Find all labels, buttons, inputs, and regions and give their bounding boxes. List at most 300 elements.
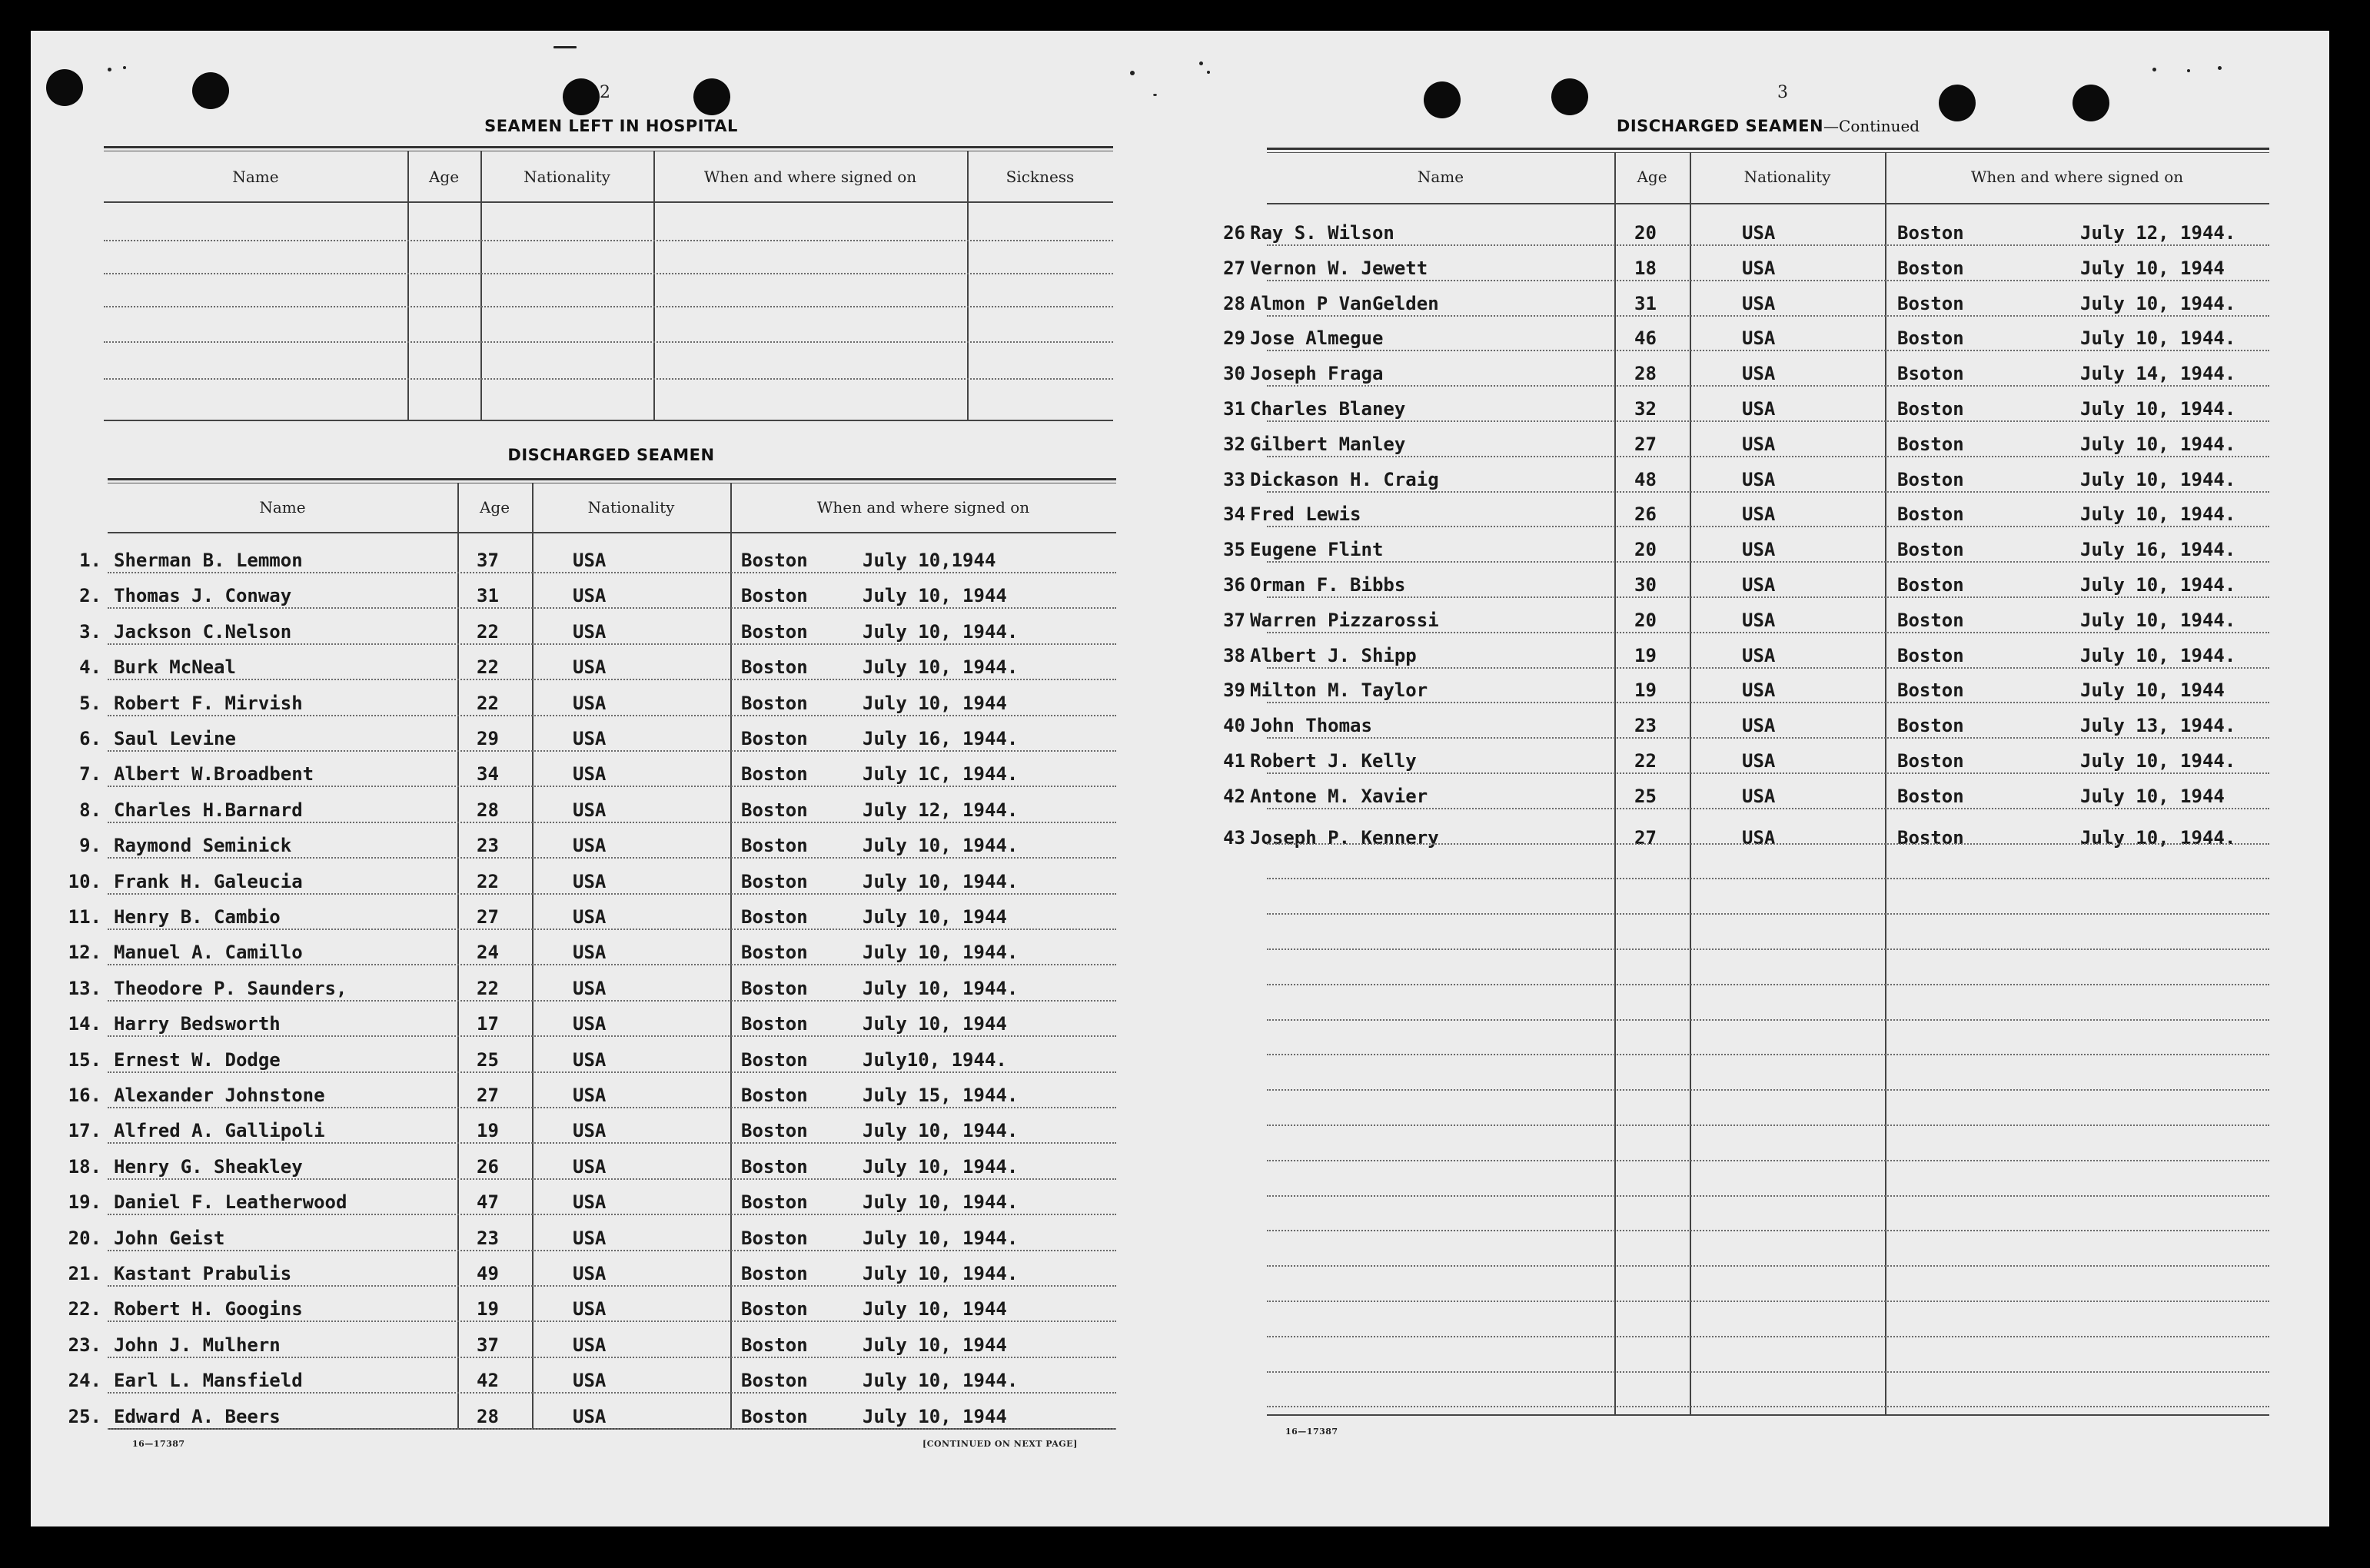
seaman-nationality: USA [573, 550, 607, 571]
dotted-line [1267, 1019, 2269, 1021]
signed-on-place: Boston [741, 1085, 808, 1106]
seaman-nationality: USA [1742, 826, 1776, 849]
column-header: When and where signed on [1970, 168, 2184, 186]
seaman-age: 22 [477, 620, 499, 643]
seaman-age: 17 [477, 1013, 499, 1035]
dotted-line [1267, 1301, 2269, 1302]
signed-on-date: July 10, 1944. [2080, 433, 2236, 455]
dotted-line [1267, 667, 2269, 669]
row-number: 32 [1223, 433, 1245, 455]
dotted-line [1267, 491, 2269, 493]
signed-on-date: July 15, 1944. [863, 1085, 1019, 1106]
seaman-nationality: USA [1742, 609, 1776, 631]
dotted-line [1267, 385, 2269, 387]
seaman-nationality: USA [1742, 574, 1776, 596]
signed-on-place: Boston [741, 1334, 808, 1356]
seaman-age: 31 [1634, 292, 1657, 314]
seaman-name: Antone M. Xavier [1250, 785, 1428, 807]
seaman-nationality: USA [1742, 539, 1776, 561]
signed-on-date: July 10, 1944. [863, 1227, 1019, 1249]
seaman-nationality: USA [1742, 715, 1776, 737]
seaman-age: 23 [1634, 715, 1657, 737]
signed-on-date: July 14, 1944. [2080, 363, 2236, 385]
dotted-line [1267, 1230, 2269, 1231]
seaman-nationality: USA [1742, 292, 1776, 314]
seaman-nationality: USA [573, 1120, 607, 1142]
title-suffix: —Continued [1823, 117, 1920, 135]
table-bottom-rule [1267, 1414, 2269, 1416]
seaman-age: 46 [1634, 327, 1657, 350]
seaman-name: Eugene Flint [1250, 539, 1384, 561]
dotted-line [108, 1071, 1116, 1073]
row-number: 18. [68, 1155, 101, 1178]
dotted-line [1267, 702, 2269, 703]
column-header: Nationality [587, 498, 675, 517]
seaman-name: Henry G. Sheakley [114, 1155, 303, 1178]
seaman-age: 22 [477, 870, 499, 892]
dotted-line [104, 273, 1113, 274]
dotted-line [1267, 280, 2269, 281]
row-number: 27 [1223, 257, 1245, 279]
seaman-nationality: USA [1742, 785, 1776, 807]
row-number: 1. [79, 550, 101, 571]
signed-on-place: Boston [741, 728, 808, 749]
seaman-age: 26 [477, 1155, 499, 1178]
seaman-name: Jose Almegue [1250, 327, 1384, 350]
dotted-line [104, 341, 1113, 343]
seaman-nationality: USA [573, 835, 607, 857]
dotted-line [108, 1142, 1116, 1144]
row-number: 26 [1223, 222, 1245, 244]
seaman-name: Theodore P. Saunders, [114, 977, 347, 999]
seaman-name: Alexander Johnstone [114, 1085, 325, 1106]
row-number: 3. [79, 620, 101, 643]
seaman-name: Warren Pizzarossi [1250, 609, 1439, 631]
header-bottom-rule [104, 201, 1113, 203]
dotted-line [108, 750, 1116, 752]
seaman-nationality: USA [1742, 468, 1776, 490]
signed-on-place: Boston [1897, 503, 1964, 526]
signed-on-date: July 10, 1944 [863, 906, 1007, 928]
seaman-age: 37 [477, 1334, 499, 1356]
seaman-name: Ray S. Wilson [1250, 222, 1394, 244]
row-number: 11. [68, 906, 101, 928]
dotted-line [1267, 984, 2269, 985]
signed-on-date: July 16, 1944. [863, 728, 1019, 749]
signed-on-place: Boston [741, 1191, 808, 1214]
dotted-line [104, 378, 1113, 380]
seaman-nationality: USA [1742, 679, 1776, 702]
seaman-age: 19 [477, 1120, 499, 1142]
seaman-name: Raymond Seminick [114, 835, 292, 857]
signed-on-date: July 10, 1944 [2080, 679, 2225, 702]
dotted-line [104, 240, 1113, 241]
column-header: Name [259, 498, 306, 517]
signed-on-place: Boston [741, 835, 808, 857]
signed-on-date: July 10, 1944 [863, 1298, 1007, 1321]
signed-on-place: Boston [741, 1120, 808, 1142]
signed-on-date: July 12, 1944. [863, 799, 1019, 821]
seaman-age: 18 [1634, 257, 1657, 279]
seaman-nationality: USA [573, 728, 607, 749]
dotted-line [108, 1178, 1116, 1180]
signed-on-place: Boston [1897, 292, 1964, 314]
seaman-age: 23 [477, 835, 499, 857]
seaman-age: 19 [1634, 644, 1657, 666]
dotted-line [108, 1000, 1116, 1002]
seaman-age: 32 [1634, 398, 1657, 420]
row-number: 37 [1223, 609, 1245, 631]
seaman-name: Kastant Prabulis [114, 1263, 292, 1284]
seaman-age: 48 [1634, 468, 1657, 490]
signed-on-date: July 10, 1944. [2080, 503, 2236, 526]
dotted-line [1267, 878, 2269, 879]
dotted-line [1267, 596, 2269, 598]
section-title-discharged-continued [1268, 117, 2268, 135]
signed-on-date: July 10, 1944. [2080, 609, 2236, 631]
dotted-line [1267, 1371, 2269, 1373]
row-number: 21. [68, 1263, 101, 1284]
seaman-name: Harry Bedsworth [114, 1013, 281, 1035]
signed-on-date: July 10, 1944. [863, 656, 1019, 679]
dotted-line [1267, 244, 2269, 246]
punch-hole [1424, 81, 1461, 118]
seaman-nationality: USA [573, 870, 607, 892]
seaman-nationality: USA [1742, 503, 1776, 526]
seaman-name: Frank H. Galeucia [114, 870, 303, 892]
seaman-name: Henry B. Cambio [114, 906, 281, 928]
row-number: 39 [1223, 679, 1245, 702]
signed-on-place: Boston [1897, 679, 1964, 702]
seaman-name: Orman F. Bibbs [1250, 574, 1406, 596]
seaman-age: 49 [477, 1263, 499, 1284]
signed-on-place: Boston [741, 692, 808, 714]
signed-on-place: Boston [1897, 574, 1964, 596]
seaman-name: Gilbert Manley [1250, 433, 1406, 455]
row-number: 15. [68, 1048, 101, 1071]
dotted-line [108, 572, 1116, 573]
column-header: Age [1637, 168, 1667, 186]
section-title-hospital: SEAMEN LEFT IN HOSPITAL [484, 117, 738, 135]
dotted-line [108, 643, 1116, 645]
dotted-line [108, 1392, 1116, 1394]
signed-on-place: Boston [741, 799, 808, 821]
column-header: Name [232, 168, 279, 186]
seaman-nationality: USA [1742, 327, 1776, 350]
seaman-age: 27 [1634, 433, 1657, 455]
table-top-rule [108, 478, 1116, 483]
seaman-nationality: USA [1742, 398, 1776, 420]
signed-on-date: July 10,1944 [863, 550, 996, 571]
signed-on-place: Boston [741, 1013, 808, 1035]
dotted-line [108, 1357, 1116, 1358]
seaman-nationality: USA [573, 977, 607, 999]
table-bottom-rule [104, 420, 1113, 421]
dotted-line [1267, 315, 2269, 317]
column-header: Nationality [524, 168, 610, 186]
seaman-name: Sherman B. Lemmon [114, 550, 303, 571]
seaman-nationality: USA [573, 1370, 607, 1392]
dotted-line [108, 1035, 1116, 1037]
seaman-name: John Thomas [1250, 715, 1372, 737]
seaman-name: Albert W.Broadbent [114, 763, 314, 786]
signed-on-date: July 10, 1944. [863, 1155, 1019, 1178]
signed-on-date: July 10, 1944. [2080, 644, 2236, 666]
seaman-nationality: USA [573, 620, 607, 643]
dotted-line [1267, 561, 2269, 563]
signed-on-place: Boston [741, 620, 808, 643]
signed-on-place: Boston [1897, 222, 1964, 244]
seaman-age: 30 [1634, 574, 1657, 596]
seaman-name: Burk McNeal [114, 656, 236, 679]
signed-on-place: Boston [1897, 257, 1964, 279]
signed-on-date: July 10, 1944. [2080, 398, 2236, 420]
signed-on-place: Boston [741, 656, 808, 679]
signed-on-place: Boston [741, 1227, 808, 1249]
dotted-line [108, 822, 1116, 823]
column-header: Age [479, 498, 510, 517]
dotted-line [1267, 808, 2269, 809]
seaman-name: Manuel A. Camillo [114, 942, 303, 964]
signed-on-date: July 10, 1944 [863, 1405, 1007, 1427]
seaman-nationality: USA [573, 1085, 607, 1106]
dotted-line [108, 857, 1116, 859]
seaman-age: 24 [477, 942, 499, 964]
dotted-line [1267, 632, 2269, 633]
seaman-nationality: USA [573, 799, 607, 821]
column-header: Sickness [1006, 168, 1075, 186]
signed-on-place: Boston [741, 906, 808, 928]
signed-on-place: Boston [1897, 609, 1964, 631]
dotted-line [108, 964, 1116, 965]
dotted-line [108, 1107, 1116, 1108]
table-top-rule [1267, 148, 2269, 153]
signed-on-date: July 10, 1944. [863, 942, 1019, 964]
row-number: 24. [68, 1370, 101, 1392]
seaman-nationality: USA [573, 1263, 607, 1284]
row-number: 30 [1223, 363, 1245, 385]
signed-on-place: Boston [741, 1370, 808, 1392]
signed-on-date: July 10, 1944. [863, 1370, 1019, 1392]
row-number: 5. [79, 692, 101, 714]
signed-on-date: July 10, 1944 [863, 585, 1007, 607]
seaman-age: 22 [477, 692, 499, 714]
seaman-nationality: USA [573, 1013, 607, 1035]
signed-on-place: Boston [1897, 398, 1964, 420]
seaman-name: Jackson C.Nelson [114, 620, 292, 643]
continued-note: [CONTINUED ON NEXT PAGE] [922, 1439, 1078, 1449]
seaman-age: 19 [1634, 679, 1657, 702]
seaman-nationality: USA [573, 656, 607, 679]
signed-on-date: July 10, 1944. [2080, 292, 2236, 314]
row-number: 12. [68, 942, 101, 964]
signed-on-place: Boston [741, 550, 808, 571]
dotted-line [1267, 843, 2269, 845]
signed-on-place: Boston [741, 1048, 808, 1071]
row-number: 42 [1223, 785, 1245, 807]
dotted-line [1267, 1195, 2269, 1197]
dotted-line [1267, 772, 2269, 774]
seaman-name: Daniel F. Leatherwood [114, 1191, 347, 1214]
section-title-discharged: DISCHARGED SEAMEN [507, 446, 715, 464]
seaman-age: 42 [477, 1370, 499, 1392]
signed-on-place: Boston [741, 870, 808, 892]
column-divider [1614, 152, 1616, 1414]
seaman-name: Thomas J. Conway [114, 585, 292, 607]
signed-on-place: Boston [1897, 826, 1964, 849]
seaman-nationality: USA [1742, 433, 1776, 455]
signed-on-date: July 10, 1944. [2080, 826, 2236, 849]
signed-on-date: July 10, 1944. [2080, 468, 2236, 490]
seaman-name: Almon P VanGelden [1250, 292, 1439, 314]
seaman-name: John J. Mulhern [114, 1334, 281, 1356]
column-divider [1690, 152, 1691, 1414]
seaman-age: 28 [477, 799, 499, 821]
seaman-name: Alfred A. Gallipoli [114, 1120, 325, 1142]
dotted-line [108, 679, 1116, 680]
row-number: 33 [1223, 468, 1245, 490]
signed-on-date: July 10, 1944. [863, 835, 1019, 857]
signed-on-date: July 10, 1944 [2080, 785, 2225, 807]
row-number: 41 [1223, 750, 1245, 772]
seaman-age: 25 [1634, 785, 1657, 807]
dotted-line [1267, 737, 2269, 739]
signed-on-date: July 10, 1944 [863, 1013, 1007, 1035]
signed-on-place: Boston [1897, 468, 1964, 490]
signed-on-place: Boston [1897, 539, 1964, 561]
seaman-age: 31 [477, 585, 499, 607]
document-sheet [31, 31, 2329, 1526]
row-number: 22. [68, 1298, 101, 1321]
seaman-nationality: USA [1742, 363, 1776, 385]
punch-hole [693, 78, 730, 115]
seaman-name: Robert F. Mirvish [114, 692, 303, 714]
seaman-nationality: USA [573, 1155, 607, 1178]
seaman-age: 20 [1634, 609, 1657, 631]
dotted-line [1267, 948, 2269, 950]
row-number: 13. [68, 977, 101, 999]
seaman-nationality: USA [1742, 222, 1776, 244]
dotted-line [1267, 1265, 2269, 1267]
signed-on-place: Boston [741, 585, 808, 607]
seaman-age: 34 [477, 763, 499, 786]
seaman-nationality: USA [573, 585, 607, 607]
dotted-line [104, 306, 1113, 307]
column-divider [1885, 152, 1886, 1414]
seaman-name: Saul Levine [114, 728, 236, 749]
signed-on-date: July 10, 1944. [863, 1191, 1019, 1214]
row-number: 40 [1223, 715, 1245, 737]
page-number: 3 [1777, 83, 1788, 102]
dotted-line [108, 1285, 1116, 1287]
punch-hole [563, 78, 600, 115]
row-number: 19. [68, 1191, 101, 1214]
row-number: 16. [68, 1085, 101, 1106]
seaman-age: 22 [1634, 750, 1657, 772]
seaman-name: Joseph Fraga [1250, 363, 1384, 385]
seaman-nationality: USA [573, 906, 607, 928]
seaman-age: 19 [477, 1298, 499, 1321]
signed-on-date: July 10, 1944. [2080, 327, 2236, 350]
dotted-line [108, 893, 1116, 895]
row-number: 7. [79, 763, 101, 786]
row-number: 28 [1223, 292, 1245, 314]
header-bottom-rule [108, 532, 1116, 533]
signed-on-place: Bsoton [1897, 363, 1964, 385]
seaman-age: 22 [477, 977, 499, 999]
row-number: 2. [79, 585, 101, 607]
row-number: 34 [1223, 503, 1245, 526]
seaman-nationality: USA [1742, 644, 1776, 666]
dotted-line [108, 786, 1116, 787]
signed-on-place: Boston [741, 1405, 808, 1427]
row-number: 10. [68, 870, 101, 892]
page-number: 2 [600, 83, 610, 102]
title-text: DISCHARGED SEAMEN [1616, 117, 1824, 135]
seaman-name: Ernest W. Dodge [114, 1048, 281, 1071]
seaman-nationality: USA [573, 1048, 607, 1071]
signed-on-place: Boston [1897, 750, 1964, 772]
seaman-age: 27 [1634, 826, 1657, 849]
seaman-name: Milton M. Taylor [1250, 679, 1428, 702]
signed-on-place: Boston [1897, 715, 1964, 737]
dotted-line [1267, 1089, 2269, 1091]
row-number: 25. [68, 1405, 101, 1427]
column-header: Age [428, 168, 460, 186]
signed-on-date: July 10, 1944. [863, 977, 1019, 999]
seaman-age: 25 [477, 1048, 499, 1071]
seaman-nationality: USA [573, 942, 607, 964]
row-number: 23. [68, 1334, 101, 1356]
signed-on-date: July 12, 1944. [2080, 222, 2236, 244]
punch-hole [1551, 78, 1588, 115]
signed-on-place: Boston [741, 1155, 808, 1178]
dotted-line [108, 715, 1116, 716]
punch-hole [192, 72, 229, 109]
seaman-name: Fred Lewis [1250, 503, 1361, 526]
seaman-nationality: USA [573, 763, 607, 786]
seaman-name: Vernon W. Jewett [1250, 257, 1428, 279]
row-number: 17. [68, 1120, 101, 1142]
row-number: 38 [1223, 644, 1245, 666]
seaman-nationality: USA [573, 1191, 607, 1214]
signed-on-date: July 10, 1944. [863, 1263, 1019, 1284]
dotted-line [1267, 1336, 2269, 1337]
seaman-age: 26 [1634, 503, 1657, 526]
seaman-nationality: USA [573, 692, 607, 714]
seaman-age: 27 [477, 1085, 499, 1106]
seaman-nationality: USA [573, 1298, 607, 1321]
row-number: 20. [68, 1227, 101, 1249]
dotted-line [1267, 420, 2269, 422]
header-bottom-rule [1267, 203, 2269, 204]
seaman-name: Robert H. Googins [114, 1298, 303, 1321]
seaman-nationality: USA [1742, 750, 1776, 772]
seaman-age: 28 [477, 1405, 499, 1427]
dotted-line [1267, 1160, 2269, 1161]
signed-on-date: July 10, 1944. [2080, 574, 2236, 596]
signed-on-place: Boston [741, 763, 808, 786]
seaman-name: Edward A. Beers [114, 1405, 281, 1427]
signed-on-date: July 10, 1944 [863, 1334, 1007, 1356]
column-header: When and where signed on [703, 168, 917, 186]
row-number: 14. [68, 1013, 101, 1035]
seaman-name: Earl L. Mansfield [114, 1370, 303, 1392]
signed-on-date: July 10, 1944. [863, 870, 1019, 892]
column-header: Nationality [1743, 168, 1831, 186]
dotted-line [108, 1214, 1116, 1215]
signed-on-place: Boston [1897, 327, 1964, 350]
